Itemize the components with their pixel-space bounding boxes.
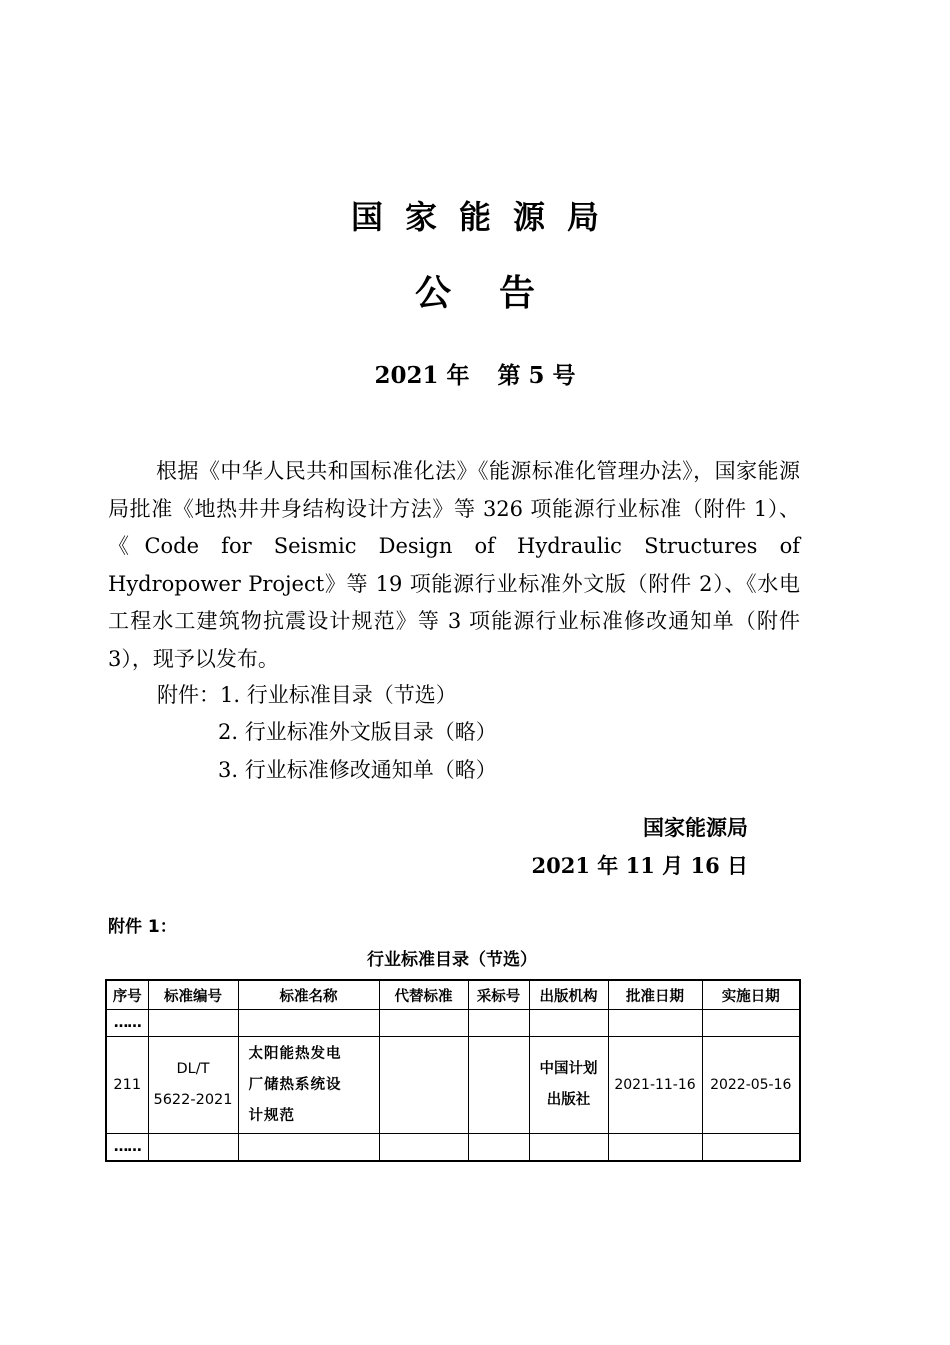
body-paragraph: 根据《中华人民共和国标准化法》《能源标准化管理办法》，国家能源局批准《地热井井身结构设计方法》等 326 项能源行业标准（附件 1）、《Code for Seismic Design of Hydraulic Structures of Hydropower Project》等 19 项能源行业标准外文版（附件 2）、《水电工程水工建筑物抗震设计规范》等 3 项能源行业标准修改通知单（附件 3），现予以发布。 bbox=[108, 459, 800, 671]
signature-organization: 国家能源局 bbox=[643, 816, 748, 840]
column-header: 序号 bbox=[106, 980, 148, 1010]
publisher-line: 中国计划 bbox=[539, 1061, 598, 1077]
column-header: 出版机构 bbox=[529, 980, 608, 1010]
standard-name bbox=[238, 1037, 379, 1134]
document-number bbox=[0, 357, 950, 390]
standard-name-line: 太阳能热发电 bbox=[248, 1045, 342, 1062]
ellipsis-cell: …… bbox=[106, 1134, 148, 1162]
standards-table bbox=[105, 979, 801, 1162]
publisher bbox=[529, 1037, 608, 1134]
ellipsis-cell: …… bbox=[106, 1010, 148, 1037]
table-header-row bbox=[106, 980, 800, 1010]
standard-code-line: 5622-2021 bbox=[153, 1092, 233, 1108]
annex-label: 附件 1： bbox=[108, 917, 177, 937]
column-header: 代替标准 bbox=[379, 980, 468, 1010]
column-header: 实施日期 bbox=[702, 980, 800, 1010]
standard-code bbox=[148, 1037, 238, 1134]
standard-name-line: 计规范 bbox=[248, 1107, 295, 1124]
effective-date: 2022-05-16 bbox=[702, 1037, 800, 1134]
approval-date: 2021-11-16 bbox=[608, 1037, 702, 1134]
notice-heading: 公告 bbox=[414, 273, 583, 314]
annex-table-title: 行业标准目录（节选） bbox=[367, 950, 537, 970]
column-header: 标准名称 bbox=[238, 980, 379, 1010]
issuer-title: 国家能源局 bbox=[350, 198, 621, 236]
table-row-ellipsis bbox=[106, 1010, 800, 1037]
row-number: 211 bbox=[106, 1037, 148, 1134]
attachments-label: 附件：1. 行业标准目录（节选） bbox=[157, 683, 457, 707]
document-issue-number: 第 5 号 bbox=[497, 362, 576, 389]
publisher-line: 出版社 bbox=[546, 1092, 591, 1108]
column-header: 批准日期 bbox=[608, 980, 702, 1010]
table-row bbox=[106, 1037, 800, 1134]
signature-date: 2021 年 11 月 16 日 bbox=[531, 853, 748, 878]
standard-name-line: 厂储热系统设 bbox=[248, 1076, 342, 1093]
adopted-number bbox=[468, 1037, 529, 1134]
attachment-item-2: 2. 行业标准外文版目录（略） bbox=[218, 720, 497, 744]
attachment-item-3: 3. 行业标准修改通知单（略） bbox=[218, 758, 497, 782]
standard-code-line: DL/T bbox=[176, 1061, 210, 1077]
table-row-ellipsis bbox=[106, 1134, 800, 1162]
column-header: 采标号 bbox=[468, 980, 529, 1010]
replaced-standard bbox=[379, 1037, 468, 1134]
document-year: 2021 年 bbox=[374, 362, 470, 389]
column-header: 标准编号 bbox=[148, 980, 238, 1010]
